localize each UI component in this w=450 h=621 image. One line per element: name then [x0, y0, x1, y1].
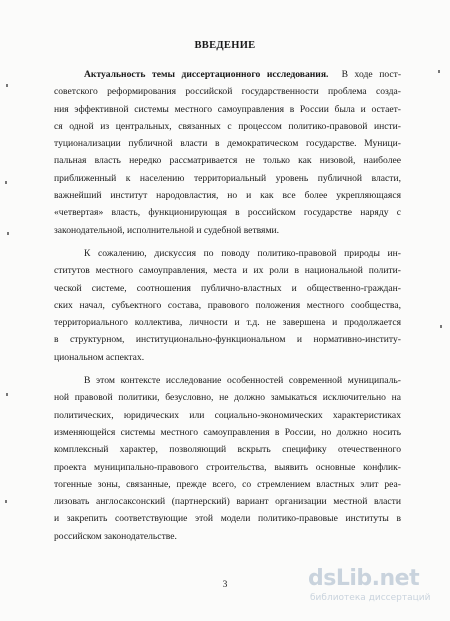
paragraph-1-line: пальная власть нередко рассматривается не только как низовой, наиболее: [54, 155, 401, 167]
watermark: [308, 566, 438, 606]
scan-mark: [7, 232, 9, 235]
paragraph-1-line: туционализации публичной власти в демократическом государстве. Муници-: [54, 138, 401, 150]
scan-mark: [440, 325, 442, 328]
paragraph-3-line: проекта муниципально-правового строительства, выявить основные конфлик-: [54, 461, 401, 473]
page-heading: ВВЕДЕНИЕ: [194, 40, 256, 51]
paragraph-2-line: циональном аспектах.: [54, 351, 145, 363]
paragraph-2-line: ститутов местного самоуправления, места и их роли в национальной полити-: [54, 265, 401, 277]
paragraph-1-line: ния эффективной системы местного самоуправления в России была и остает-: [54, 103, 401, 115]
paragraph-3-line: политических, юридических или социально-экономических характеристиках: [54, 409, 401, 421]
paragraph-3-line: комплексный характер, позволяющий вскрыть специфику отечественного: [54, 444, 401, 456]
scan-mark: [6, 84, 8, 87]
paragraph-2-line: ских начал, субъектного состава, правового положения местного сообщества,: [54, 299, 401, 311]
paragraph-1-line: приближенный к населению территориальный уровень публичной власти,: [54, 172, 401, 184]
paragraph-1-line: законодательной, исполнительной и судебной ветвями.: [54, 224, 280, 236]
scan-mark: [5, 500, 7, 503]
paragraph-3-line: и закрепить соответствующие этой модели политико-правовые институты в: [54, 513, 401, 525]
paragraph-2-line: К сожалению, дискуссия по поводу политико-правовой природы ин-: [84, 247, 401, 259]
paragraph-1-lead-rest: В ходе пост-: [341, 69, 401, 80]
page-number: 3: [222, 580, 228, 590]
paragraph-2-line: ческой системе, соотношения публично-властных и общественно-граждан-: [54, 282, 401, 294]
paragraph-3-line: В этом контексте исследование особенностей современной муниципаль-: [84, 375, 401, 387]
scan-mark: [6, 393, 8, 396]
paragraph-1-line: «четвертая» власть, функционирующая в российском государстве наряду с: [54, 207, 401, 219]
paragraph-1-line: ся одной из центральных, связанных с процессом политико-правовой инсти-: [54, 120, 401, 132]
paragraph-3-line: изменяющейся системы местного самоуправления в России, но должно носить: [54, 426, 401, 438]
paragraph-2-line: в структурном, институционально-функциональном и нормативно-институ-: [54, 334, 401, 346]
paragraph-2-line: территориального коллектива, личности и т.д. не завершена и продолжается: [54, 317, 401, 329]
paragraph-3-line: ной правовой политики, безусловно, не должно замыкаться исключительно на: [54, 392, 401, 404]
paragraph-3-line: российском законодательстве.: [54, 530, 177, 542]
watermark-subtitle: библиотека диссертаций: [310, 593, 431, 603]
scan-mark: [5, 181, 7, 184]
paragraph-1-line-1: [54, 66, 401, 83]
paragraph-3-line: тогенные зоны, связанные, прежде всего, со стремлением властных элит реа-: [54, 478, 401, 490]
scan-mark: [438, 70, 440, 73]
watermark-logo: dsLib.net: [308, 566, 420, 591]
paragraph-1-lead-bold: Актуальность темы диссертационного исследования.: [84, 69, 329, 80]
paragraph-3-line: лизовать англосаксонский (партнерский) вариант организации местной власти: [54, 496, 401, 508]
paragraph-1-line: советского реформирования российской государственности проблема созда-: [54, 86, 401, 98]
paragraph-1-line: важнейший институт народовластия, но и как все более укрепляющаяся: [54, 190, 401, 202]
document-body: [54, 66, 401, 545]
